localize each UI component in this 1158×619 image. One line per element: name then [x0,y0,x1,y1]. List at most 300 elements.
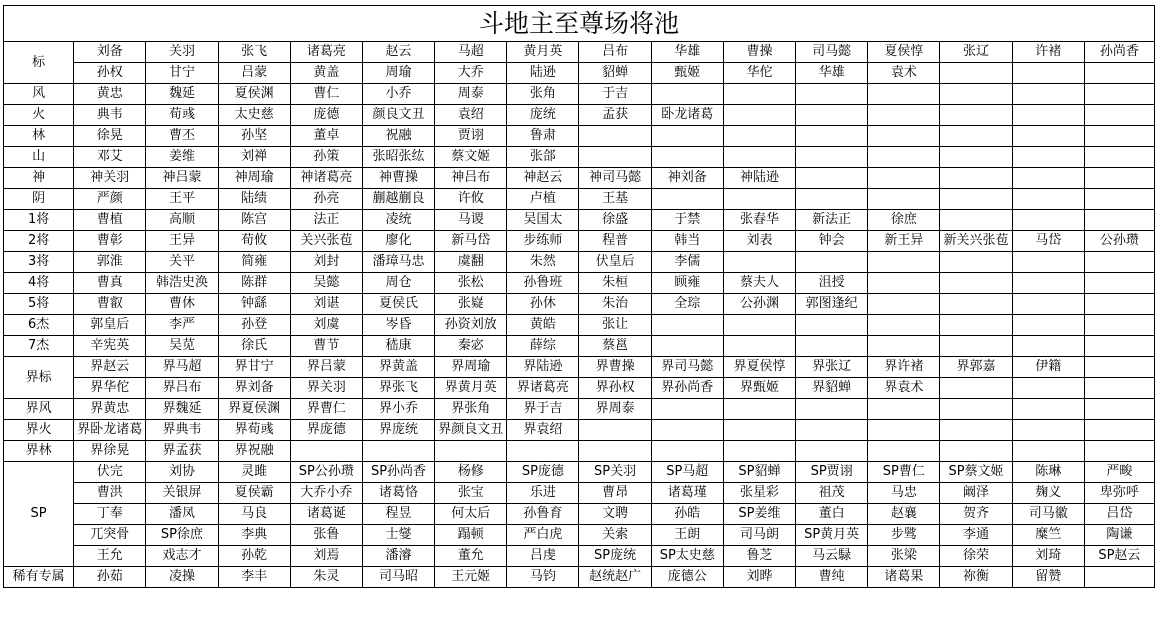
hero-cell [796,189,868,210]
hero-cell: 朱灵 [290,567,362,588]
hero-cell: 公孙瓒 [1084,231,1154,252]
category-label: 稀有专属 [4,567,74,588]
hero-cell: 刘虞 [290,315,362,336]
hero-cell: 曹真 [74,273,146,294]
hero-cell: 曹操 [723,42,795,63]
hero-cell: 赵统赵广 [579,567,651,588]
hero-cell [1084,357,1154,378]
hero-cell: 界周泰 [579,399,651,420]
hero-cell: 孙权 [74,63,146,84]
hero-cell: 孙鲁育 [507,504,579,525]
category-label: 4将 [4,273,74,294]
hero-cell: 华佗 [723,63,795,84]
hero-cell: 界赵云 [74,357,146,378]
hero-cell: 界刘备 [218,378,290,399]
hero-cell: 严畯 [1084,462,1154,483]
hero-cell: 甄姬 [651,63,723,84]
hero-cell [1084,336,1154,357]
hero-cell: 张松 [435,273,507,294]
hero-cell: 界张角 [435,399,507,420]
hero-cell: 乐进 [507,483,579,504]
hero-cell [723,105,795,126]
hero-cell: 潘凤 [146,504,218,525]
category-label: 界林 [4,441,74,462]
hero-cell: SP马超 [651,462,723,483]
hero-cell [1084,252,1154,273]
hero-cell: 界华佗 [74,378,146,399]
hero-cell: 王元姬 [435,567,507,588]
hero-cell: 陈宫 [218,210,290,231]
hero-cell: SP蔡文姬 [940,462,1012,483]
hero-cell: 张梁 [868,546,940,567]
hero-cell [1084,273,1154,294]
table-row [4,252,1155,273]
hero-cell: 韩浩史涣 [146,273,218,294]
hero-cell: 陈琳 [1012,462,1084,483]
hero-cell: 司马朗 [723,525,795,546]
hero-cell [1012,399,1084,420]
hero-cell: 潘濬 [362,546,434,567]
hero-cell: 韩当 [651,231,723,252]
sheet-title: 斗地主至尊场将池 [3,5,1155,41]
hero-cell: 刘琦 [1012,546,1084,567]
table-row [4,315,1155,336]
hero-cell: 荀攸 [218,231,290,252]
hero-cell: 曹昂 [579,483,651,504]
hero-cell [1012,252,1084,273]
hero-cell: 关索 [579,525,651,546]
hero-cell [796,420,868,441]
hero-cell: 甘宁 [146,63,218,84]
table-row [4,567,1155,588]
hero-cell: 廖化 [362,231,434,252]
hero-cell [940,420,1012,441]
hero-cell: 公孙渊 [723,294,795,315]
hero-cell: 岑昏 [362,315,434,336]
hero-cell: 吴国太 [507,210,579,231]
hero-cell [507,441,579,462]
hero-cell [940,84,1012,105]
hero-cell: 严颜 [74,189,146,210]
hero-cell [796,252,868,273]
hero-cell: 李严 [146,315,218,336]
category-label: SP [4,462,74,567]
hero-cell: 伏完 [74,462,146,483]
hero-cell: 马谡 [435,210,507,231]
hero-cell: 祖茂 [796,483,868,504]
hero-cell [796,84,868,105]
hero-cell [940,399,1012,420]
hero-cell: 张星彩 [723,483,795,504]
hero-cell: 钟繇 [218,294,290,315]
hero-cell [1084,84,1154,105]
hero-cell: 典韦 [74,105,146,126]
hero-cell: 新关兴张苞 [940,231,1012,252]
hero-cell: 吕虔 [507,546,579,567]
hero-cell: 界于吉 [507,399,579,420]
hero-cell: 朱然 [507,252,579,273]
hero-cell [651,336,723,357]
hero-cell: 李儒 [651,252,723,273]
hero-cell [1084,168,1154,189]
hero-cell: 孙尚香 [1084,42,1154,63]
hero-cell [651,420,723,441]
table-row [4,504,1155,525]
hero-cell: 凌操 [146,567,218,588]
hero-cell: 文聘 [579,504,651,525]
hero-cell: 薛综 [507,336,579,357]
hero-cell: 关平 [146,252,218,273]
hero-cell: 王朗 [651,525,723,546]
hero-cell [868,189,940,210]
hero-cell: SP黄月英 [796,525,868,546]
hero-cell [1012,210,1084,231]
hero-cell: 曹休 [146,294,218,315]
hero-cell [1012,84,1084,105]
hero-cell [796,168,868,189]
hero-cell: 颜良文丑 [362,105,434,126]
hero-cell: 吕布 [579,42,651,63]
hero-cell: 神吕布 [435,168,507,189]
hero-cell: 黄皓 [507,315,579,336]
hero-cell: 全琮 [651,294,723,315]
hero-cell [1012,294,1084,315]
hero-cell [868,336,940,357]
hero-cell [723,399,795,420]
hero-cell: 界甄姬 [723,378,795,399]
hero-cell: 董卓 [290,126,362,147]
category-label: 标 [4,42,74,84]
hero-cell: 李典 [218,525,290,546]
hero-cell: 法正 [290,210,362,231]
hero-cell: 李通 [940,525,1012,546]
hero-cell: 界袁术 [868,378,940,399]
hero-cell [1084,294,1154,315]
hero-cell: SP貂蝉 [723,462,795,483]
hero-cell: 赵云 [362,42,434,63]
hero-cell: 步练师 [507,231,579,252]
table-row [4,105,1155,126]
hero-cell [868,441,940,462]
hero-cell: 陶谦 [1084,525,1154,546]
hero-cell: 蔡夫人 [723,273,795,294]
hero-cell [723,315,795,336]
hero-cell: 貂蝉 [579,63,651,84]
hero-cell [1012,126,1084,147]
hero-cell: 马良 [218,504,290,525]
hero-cell: 刘焉 [290,546,362,567]
hero-cell: 徐氏 [218,336,290,357]
hero-cell [796,126,868,147]
hero-cell: 于吉 [579,84,651,105]
hero-cell: 潘璋马忠 [362,252,434,273]
category-label: 神 [4,168,74,189]
hero-cell: 严白虎 [507,525,579,546]
hero-cell: 虞翻 [435,252,507,273]
hero-cell [435,441,507,462]
hero-cell [723,336,795,357]
hero-cell [579,441,651,462]
hero-cell [1084,399,1154,420]
hero-cell: 简雍 [218,252,290,273]
hero-cell: 界郭嘉 [940,357,1012,378]
hero-cell: 界黄盖 [362,357,434,378]
category-label: 风 [4,84,74,105]
category-label: 界火 [4,420,74,441]
hero-cell: 神曹操 [362,168,434,189]
hero-cell: 张嶷 [435,294,507,315]
hero-cell: 刘谌 [290,294,362,315]
hero-cell: 孙登 [218,315,290,336]
hero-cell: 兀突骨 [74,525,146,546]
hero-cell: 界卧龙诸葛 [74,420,146,441]
hero-cell: 丁奉 [74,504,146,525]
hero-cell [796,315,868,336]
hero-cell: 小乔 [362,84,434,105]
hero-cell: 朱治 [579,294,651,315]
hero-cell: 刘禅 [218,147,290,168]
hero-cell: 界颜良文丑 [435,420,507,441]
hero-cell: 马超 [435,42,507,63]
hero-cell: 司马徽 [1012,504,1084,525]
hero-cell: 界张辽 [796,357,868,378]
hero-cell: 徐庶 [868,210,940,231]
hero-cell: 张郃 [507,147,579,168]
hero-cell: 董允 [435,546,507,567]
hero-cell: 徐荣 [940,546,1012,567]
hero-cell: 界孙尚香 [651,378,723,399]
hero-cell: 张昭张纮 [362,147,434,168]
hero-cell: 夏侯霸 [218,483,290,504]
hero-cell: 袁绍 [435,105,507,126]
hero-cell [940,378,1012,399]
hero-cell: 程普 [579,231,651,252]
hero-cell: 吴懿 [290,273,362,294]
hero-cell: 高顺 [146,210,218,231]
category-label: 山 [4,147,74,168]
hero-cell: 孙鲁班 [507,273,579,294]
hero-cell [868,84,940,105]
hero-cell: 糜竺 [1012,525,1084,546]
hero-cell: 诸葛恪 [362,483,434,504]
hero-cell: 马钧 [507,567,579,588]
hero-cell: 界黄忠 [74,399,146,420]
hero-cell [1084,210,1154,231]
hero-cell: 界甘宁 [218,357,290,378]
hero-cell: 大乔小乔 [290,483,362,504]
hero-cell: 司马昭 [362,567,434,588]
hero-cell: 界吕蒙 [290,357,362,378]
hero-cell: 孙休 [507,294,579,315]
hero-cell: 鲁肃 [507,126,579,147]
hero-cell: 陆逊 [507,63,579,84]
hero-cell: 神关羽 [74,168,146,189]
hero-cell [940,315,1012,336]
hero-cell [1084,126,1154,147]
hero-cell: 张宝 [435,483,507,504]
hero-cell [1012,315,1084,336]
hero-cell: SP徐庶 [146,525,218,546]
hero-cell: 界夏侯渊 [218,399,290,420]
hero-cell: 关羽 [146,42,218,63]
table-row [4,189,1155,210]
hero-cell [796,105,868,126]
hero-cell: 董白 [796,504,868,525]
table-row [4,441,1155,462]
table-row [4,294,1155,315]
hero-cell: 卢植 [507,189,579,210]
hero-cell [1084,420,1154,441]
hero-cell: 界许褚 [868,357,940,378]
hero-cell: 陈群 [218,273,290,294]
hero-cell [868,126,940,147]
hero-cell: 郭皇后 [74,315,146,336]
table-row [4,336,1155,357]
hero-cell: 庞统 [507,105,579,126]
hero-cell [940,147,1012,168]
category-label: 5将 [4,294,74,315]
hero-cell: 界陆逊 [507,357,579,378]
hero-cell: 刘晔 [723,567,795,588]
hero-cell: 刘协 [146,462,218,483]
hero-cell: 界周瑜 [435,357,507,378]
hero-cell: 马岱 [1012,231,1084,252]
hero-cell: 郭图逢纪 [796,294,868,315]
hero-cell [723,84,795,105]
hero-cell [868,294,940,315]
hero-cell [868,168,940,189]
hero-cell: 夏侯惇 [868,42,940,63]
hero-cell [651,147,723,168]
hero-cell: 嵇康 [362,336,434,357]
hero-cell [940,126,1012,147]
category-label: 1将 [4,210,74,231]
hero-cell [796,147,868,168]
hero-cell: 辛宪英 [74,336,146,357]
hero-cell [651,84,723,105]
hero-cell: 黄月英 [507,42,579,63]
hero-cell: 吕蒙 [218,63,290,84]
spreadsheet [3,5,1155,615]
hero-cell: 许褚 [1012,42,1084,63]
table-row [4,357,1155,378]
table-row [4,378,1155,399]
table-row [4,210,1155,231]
hero-cell [362,441,434,462]
hero-cell: 界典韦 [146,420,218,441]
hero-cell [940,336,1012,357]
hero-cell: 孙茹 [74,567,146,588]
hero-cell [1084,105,1154,126]
hero-cell: 吕岱 [1084,504,1154,525]
hero-cell [1084,147,1154,168]
hero-cell: 徐晃 [74,126,146,147]
hero-cell: 司马懿 [796,42,868,63]
table-row [4,483,1155,504]
hero-cell: 张角 [507,84,579,105]
table-row [4,273,1155,294]
category-label: 林 [4,126,74,147]
hero-cell: 夏侯渊 [218,84,290,105]
hero-cell: 王平 [146,189,218,210]
hero-cell: 周仓 [362,273,434,294]
hero-cell: 伊籍 [1012,357,1084,378]
hero-cell [579,420,651,441]
hero-cell: 贺齐 [940,504,1012,525]
hero-cell: 庞德 [290,105,362,126]
hero-cell [940,105,1012,126]
hero-cell [940,168,1012,189]
hero-cell: 界曹仁 [290,399,362,420]
hero-cell: 卑弥呼 [1084,483,1154,504]
hero-cell: 诸葛亮 [290,42,362,63]
hero-cell [940,252,1012,273]
hero-cell: 孟获 [579,105,651,126]
hero-cell [723,147,795,168]
hero-cell: 士燮 [362,525,434,546]
hero-cell: 界马超 [146,357,218,378]
hero-cell: 神诸葛亮 [290,168,362,189]
hero-cell [723,252,795,273]
hero-cell: 蒯越蒯良 [362,189,434,210]
hero-cell [723,441,795,462]
hero-cell: 界黄月英 [435,378,507,399]
hero-cell: 孙乾 [218,546,290,567]
hero-cell: 凌统 [362,210,434,231]
hero-cell: SP庞德 [507,462,579,483]
hero-cell: 杨修 [435,462,507,483]
hero-cell: SP姜维 [723,504,795,525]
hero-cell: 黄忠 [74,84,146,105]
hero-cell: 李丰 [218,567,290,588]
hero-cell: 鲁芝 [723,546,795,567]
hero-cell: 诸葛瑾 [651,483,723,504]
hero-cell [579,147,651,168]
hero-cell: 界貂蝉 [796,378,868,399]
category-label: 界风 [4,399,74,420]
hero-cell [940,210,1012,231]
hero-cell [723,126,795,147]
hero-cell [1012,441,1084,462]
hero-cell: 曹丕 [146,126,218,147]
hero-cell [868,252,940,273]
hero-cell: 关兴张苞 [290,231,362,252]
hero-cell: 界孙权 [579,378,651,399]
hero-cell: 界曹操 [579,357,651,378]
hero-cell: 卧龙诸葛 [651,105,723,126]
hero-cell [579,126,651,147]
hero-cell: 界庞统 [362,420,434,441]
hero-cell: 灵雎 [218,462,290,483]
hero-cell: 孙策 [290,147,362,168]
hero-cell: 伏皇后 [579,252,651,273]
hero-cell: 孙资刘放 [435,315,507,336]
hero-cell [1012,147,1084,168]
hero-cell [868,105,940,126]
hero-cell: 蔡邕 [579,336,651,357]
hero-cell [940,273,1012,294]
hero-cell: 曹节 [290,336,362,357]
category-label: 7杰 [4,336,74,357]
hero-cell [940,441,1012,462]
hero-cell [1012,63,1084,84]
hero-cell: 新王异 [868,231,940,252]
hero-pool-table [3,41,1155,588]
table-row [4,168,1155,189]
hero-cell [651,126,723,147]
hero-cell [651,315,723,336]
category-label: 3将 [4,252,74,273]
